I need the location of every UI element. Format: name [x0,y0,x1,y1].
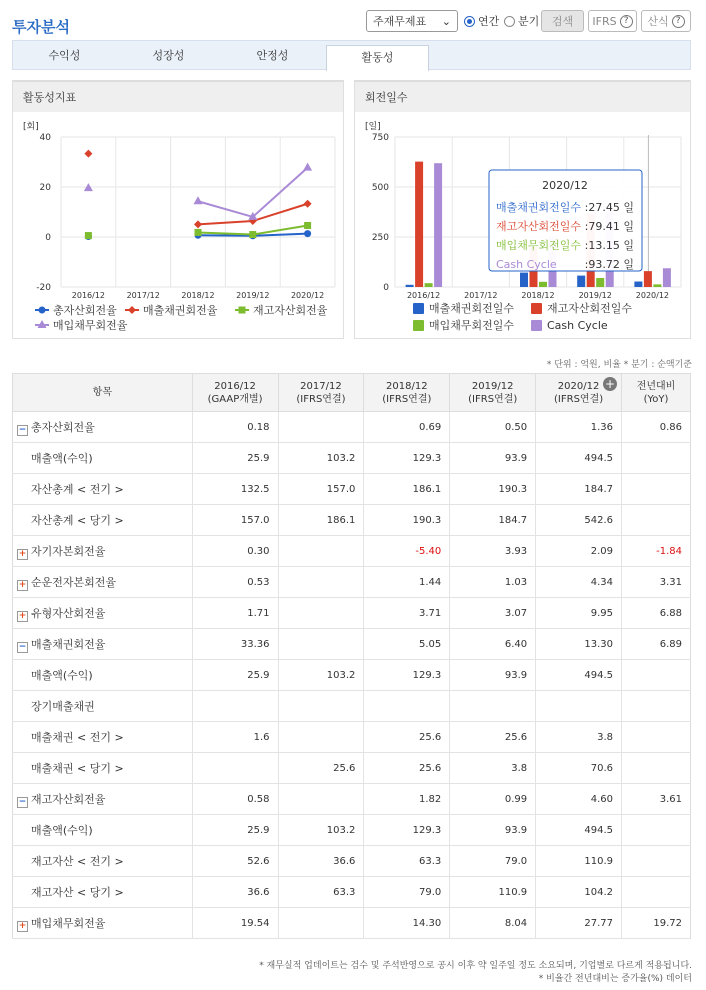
col-year: 2016/12 [214,380,256,392]
turnover-days-bar-chart [355,112,692,337]
table-cell: 3.31 [622,567,691,598]
table-row [13,908,691,939]
collapse-icon[interactable]: − [18,796,27,807]
table-cell: 103.2 [278,815,364,846]
table-cell: 70.6 [536,753,622,784]
table-cell: 1.36 [536,412,622,443]
legend-item[interactable] [413,318,514,332]
tab-profitability[interactable]: 수익성 [48,49,81,62]
table-cell: 93.9 [450,660,536,691]
table-cell: 93.9 [450,443,536,474]
table-cell [622,660,691,691]
chevron-down-icon: ⌄ [441,14,451,28]
search-button-label: 검색 [551,15,574,28]
table-cell: 110.9 [536,846,622,877]
table-cell: -1.84 [622,536,691,567]
row-label: 재고자산 < 전기 > [31,855,124,868]
radio-annual-dot[interactable] [464,16,475,27]
unit-note: * 단위 : 억원, 비율 * 분기 : 순액기준 [546,360,692,370]
table-row [13,815,691,846]
data-point[interactable] [304,200,312,208]
table-cell: 19.72 [622,908,691,939]
legend-label: 재고자산회전율 [253,304,328,317]
table-cell: 9.95 [536,598,622,629]
table-cell: 33.36 [192,629,278,660]
y-tick-label: 0 [45,233,51,243]
x-tick-label: 2017/12 [126,291,160,300]
table-cell: 3.61 [622,784,691,815]
row-label-cell[interactable] [13,908,193,939]
table-cell [192,753,278,784]
row-label-cell [13,877,193,908]
table-cell [192,691,278,722]
x-tick-label: 2017/12 [464,291,498,300]
x-tick-label: 2018/12 [181,291,215,300]
table-cell: 27.77 [536,908,622,939]
table-cell: 184.7 [450,505,536,536]
tab-activity[interactable]: 활동성 [326,45,429,71]
turnover-days-title: 회전일수 [355,80,690,112]
col-type: (IFRS연결) [554,393,604,405]
col-type: (IFRS연결) [296,393,346,405]
tooltip-value: :13.15 일 [584,239,634,252]
y-axis-label: [일] [365,122,381,132]
table-cell: 3.8 [536,722,622,753]
table-cell [622,846,691,877]
table-cell: 186.1 [364,474,450,505]
table-cell: 190.3 [450,474,536,505]
bar[interactable] [577,276,585,287]
y-tick-label: 750 [371,133,389,143]
data-point[interactable] [85,232,92,239]
table-cell [622,505,691,536]
row-label: 유형자산회전율 [31,606,106,620]
formula-button-label: 산식 [647,15,669,28]
table-cell: 0.18 [192,412,278,443]
table-cell [622,877,691,908]
table-cell: 5.05 [364,629,450,660]
table-cell: 184.7 [536,474,622,505]
table-cell: 0.53 [192,567,278,598]
tooltip-label: 매입채무회전일수 [496,239,582,252]
add-column-icon[interactable]: + [604,377,616,391]
table-cell: 1.82 [364,784,450,815]
x-tick-label: 2020/12 [635,291,670,300]
table-cell: 103.2 [278,443,364,474]
row-label-cell [13,846,193,877]
row-label: 매출채권회전율 [31,637,106,651]
radio-annual-label: 연간 [478,15,500,28]
legend-label: 매입채무회전율 [53,319,128,332]
tab-stability[interactable]: 안정성 [256,49,289,62]
y-tick-label: -20 [36,283,51,293]
row-label-cell [13,474,193,505]
col-header-2016 [192,374,278,412]
table-cell: 63.3 [278,877,364,908]
statement-select[interactable] [366,10,458,32]
legend-label: 총자산회전율 [53,304,117,317]
table-cell: 132.5 [192,474,278,505]
table-cell [278,567,364,598]
table-cell: 3.71 [364,598,450,629]
table-cell: 190.3 [364,505,450,536]
col-type: (IFRS연결) [382,393,432,405]
table-cell [278,784,364,815]
row-label-cell[interactable] [13,598,193,629]
data-point[interactable] [194,220,202,228]
table-cell: 2.09 [536,536,622,567]
legend-item[interactable] [35,318,128,332]
table-cell [278,691,364,722]
table-row [13,536,691,567]
row-label-cell [13,815,193,846]
bar[interactable] [520,273,528,287]
table-cell: 6.89 [622,629,691,660]
table-cell [622,815,691,846]
bar[interactable] [425,283,433,287]
table-cell: 8.04 [450,908,536,939]
table-cell: 36.6 [278,846,364,877]
y-tick-label: 0 [383,283,389,293]
row-label-cell[interactable] [13,412,193,443]
row-label: 재고자산 < 당기 > [31,886,124,899]
table-cell [622,722,691,753]
activity-table [12,373,691,939]
row-label-cell [13,660,193,691]
table-cell: 63.3 [364,846,450,877]
row-label-cell [13,753,193,784]
table-cell: 25.6 [278,753,364,784]
table-cell: 494.5 [536,815,622,846]
table-cell: 104.2 [536,877,622,908]
data-point[interactable] [303,163,312,171]
help-icon: ? [620,15,633,28]
row-label-cell [13,691,193,722]
activity-chart-panel [12,80,344,339]
table-cell: 14.30 [364,908,450,939]
table-cell: 79.0 [450,846,536,877]
tab-bar [12,40,691,70]
table-row [13,877,691,908]
col-year: 2020/12 [557,380,600,392]
table-cell: 3.07 [450,598,536,629]
table-cell: 25.9 [192,443,278,474]
table-cell: 3.8 [450,753,536,784]
row-label: 매입채무회전율 [31,916,106,930]
row-label: 매출액(수익) [31,452,93,465]
col-type: (IFRS연결) [468,393,518,405]
table-cell [278,536,364,567]
x-tick-label: 2018/12 [521,291,555,300]
col-year: 2017/12 [300,380,342,392]
table-cell: 6.40 [450,629,536,660]
formula-button[interactable] [641,10,691,32]
bar[interactable] [653,284,661,287]
table-cell: 1.03 [450,567,536,598]
tooltip-value: :27.45 일 [584,201,634,214]
row-label: 매출액(수익) [31,824,93,837]
bar[interactable] [415,162,423,287]
y-tick-label: 250 [371,233,389,243]
row-label-cell [13,722,193,753]
table-cell: 79.0 [364,877,450,908]
expand-icon[interactable]: + [18,920,27,931]
col-type: (GAAP개별) [207,393,263,405]
table-cell: 129.3 [364,815,450,846]
table-cell: 4.60 [536,784,622,815]
table-cell: -5.40 [364,536,450,567]
table-cell: 3.93 [450,536,536,567]
row-label-cell[interactable] [13,629,193,660]
table-cell: 25.6 [364,753,450,784]
y-tick-label: 500 [371,183,389,193]
ifrs-button-label: IFRS [592,14,617,28]
table-cell [278,598,364,629]
expand-icon[interactable]: + [18,579,27,590]
search-button[interactable] [541,10,584,32]
table-cell: 0.30 [192,536,278,567]
table-cell [278,908,364,939]
row-label: 총자산회전율 [31,420,95,434]
y-tick-label: 40 [39,133,51,143]
legend-item[interactable] [235,303,328,317]
radio-quarter[interactable] [504,10,539,32]
table-cell: 157.0 [192,505,278,536]
table-cell: 52.6 [192,846,278,877]
data-point[interactable] [304,230,311,237]
data-point[interactable] [195,229,202,236]
legend-label: Cash Cycle [547,319,608,332]
data-point[interactable] [249,231,256,238]
table-cell [536,691,622,722]
col-header-2018 [364,374,450,412]
statement-select-value: 주재무제표 [373,15,427,28]
tooltip-value: :93.72 일 [584,258,634,271]
table-header-row [13,374,691,412]
table-cell: 25.6 [450,722,536,753]
col-header-item: 항목 [13,374,193,412]
row-label-cell[interactable] [13,536,193,567]
radio-quarter-label: 분기 [518,15,540,28]
y-tick-label: 20 [39,183,51,193]
bar[interactable] [644,271,652,287]
row-label: 자기자본회전율 [31,544,106,558]
activity-chart-title: 활동성지표 [13,80,343,112]
tooltip-title: 2020/12 [542,179,588,192]
table-cell: 93.9 [450,815,536,846]
chart-tooltip [489,170,642,271]
table-cell [622,443,691,474]
table-cell: 1.6 [192,722,278,753]
turnover-days-panel [354,80,691,339]
bar[interactable] [539,282,547,287]
table-row [13,753,691,784]
expand-icon[interactable]: + [18,610,27,621]
legend-item[interactable] [531,319,608,332]
radio-quarter-dot[interactable] [504,16,515,27]
row-label-cell[interactable] [13,784,193,815]
table-cell: 186.1 [278,505,364,536]
y-axis-label: [회] [23,122,39,132]
table-row [13,505,691,536]
table-cell: 6.88 [622,598,691,629]
table-row [13,474,691,505]
row-label-cell [13,443,193,474]
table-cell [278,629,364,660]
row-label: 자산총계 < 당기 > [31,514,124,527]
table-cell [364,691,450,722]
col-yoy-2: (YoY) [643,393,669,405]
table-cell: 157.0 [278,474,364,505]
table-row [13,722,691,753]
row-label: 매출채권 < 당기 > [31,762,124,775]
table-cell [450,691,536,722]
table-row [13,784,691,815]
col-header-2017 [278,374,364,412]
legend-label: 매입채무회전일수 [429,319,515,332]
table-cell: 4.34 [536,567,622,598]
table-row [13,443,691,474]
x-tick-label: 2016/12 [71,291,106,300]
legend-item[interactable] [531,301,632,315]
row-label-cell [13,505,193,536]
x-tick-label: 2020/12 [290,291,325,300]
data-point[interactable] [304,222,311,229]
tab-growth[interactable]: 성장성 [152,49,185,62]
expand-icon[interactable]: + [18,548,27,559]
footnote-yoy: * 비율간 전년대비는 증가율(%) 데이터 [538,974,692,984]
table-row [13,598,691,629]
table-cell: 25.9 [192,815,278,846]
table-row [13,629,691,660]
table-cell: 0.86 [622,412,691,443]
table-cell: 1.71 [192,598,278,629]
tooltip-label: 매출채권회전일수 [496,201,582,214]
tooltip-label: Cash Cycle [496,258,557,271]
activity-line-chart [13,112,345,337]
table-cell: 494.5 [536,443,622,474]
col-year: 2018/12 [386,380,428,392]
table-cell [622,691,691,722]
bar[interactable] [663,268,671,287]
col-header-yoy [622,374,691,412]
table-cell [622,474,691,505]
data-point[interactable] [194,196,203,204]
help-icon: ? [672,15,685,28]
legend-item[interactable] [413,301,514,315]
tooltip-value: :79.41 일 [584,220,634,233]
table-cell: 0.69 [364,412,450,443]
bar[interactable] [406,285,414,287]
legend-label: 매출채권회전율 [143,304,218,317]
table-row [13,846,691,877]
table-cell: 19.54 [192,908,278,939]
legend-label: 재고자산회전일수 [547,302,633,315]
row-label-cell[interactable] [13,567,193,598]
data-point[interactable] [84,150,92,158]
row-label: 순운전자본회전율 [31,575,117,589]
table-cell [278,722,364,753]
table-row [13,691,691,722]
col-year: 2019/12 [471,380,514,392]
table-row [13,660,691,691]
col-yoy-1: 전년대비 [636,380,676,392]
table-cell: 103.2 [278,660,364,691]
x-tick-label: 2016/12 [406,291,441,300]
collapse-icon[interactable]: − [18,424,27,435]
table-cell: 36.6 [192,877,278,908]
ifrs-button[interactable] [588,10,637,32]
page-title: 투자분석 [12,18,70,36]
legend-item[interactable] [125,303,218,317]
x-tick-label: 2019/12 [236,291,270,300]
col-header-2020 [536,374,622,412]
table-cell: 25.9 [192,660,278,691]
col-header-2019 [450,374,536,412]
x-tick-label: 2019/12 [578,291,612,300]
bar[interactable] [434,163,442,287]
table-cell: 129.3 [364,443,450,474]
row-label: 매출액(수익) [31,669,93,682]
table-cell: 129.3 [364,660,450,691]
row-label: 재고자산회전율 [31,792,106,806]
legend-label: 매출채권회전일수 [429,302,515,315]
radio-annual[interactable] [464,10,499,32]
legend-item[interactable] [35,303,117,317]
table-cell: 0.99 [450,784,536,815]
collapse-icon[interactable]: − [18,641,27,652]
row-label: 자산총계 < 전기 > [31,483,124,496]
bar[interactable] [634,282,642,287]
table-cell: 0.50 [450,412,536,443]
table-cell: 13.30 [536,629,622,660]
table-cell: 494.5 [536,660,622,691]
table-cell [622,753,691,784]
table-cell [278,412,364,443]
table-cell: 542.6 [536,505,622,536]
row-label: 매출채권 < 전기 > [31,731,124,744]
table-cell: 110.9 [450,877,536,908]
tooltip-label: 재고자산회전일수 [496,220,582,233]
table-cell: 1.44 [364,567,450,598]
table-row [13,412,691,443]
table-cell: 0.58 [192,784,278,815]
table-cell: 25.6 [364,722,450,753]
footnote-update: * 재무실적 업데이트는 검수 및 주석반영으로 공시 이후 약 일주일 정도 소요되며, 기업별로 다르게 적용됩니다. [259,961,692,971]
bar[interactable] [596,278,604,287]
table-row [13,567,691,598]
row-label: 장기매출채권 [31,700,95,713]
